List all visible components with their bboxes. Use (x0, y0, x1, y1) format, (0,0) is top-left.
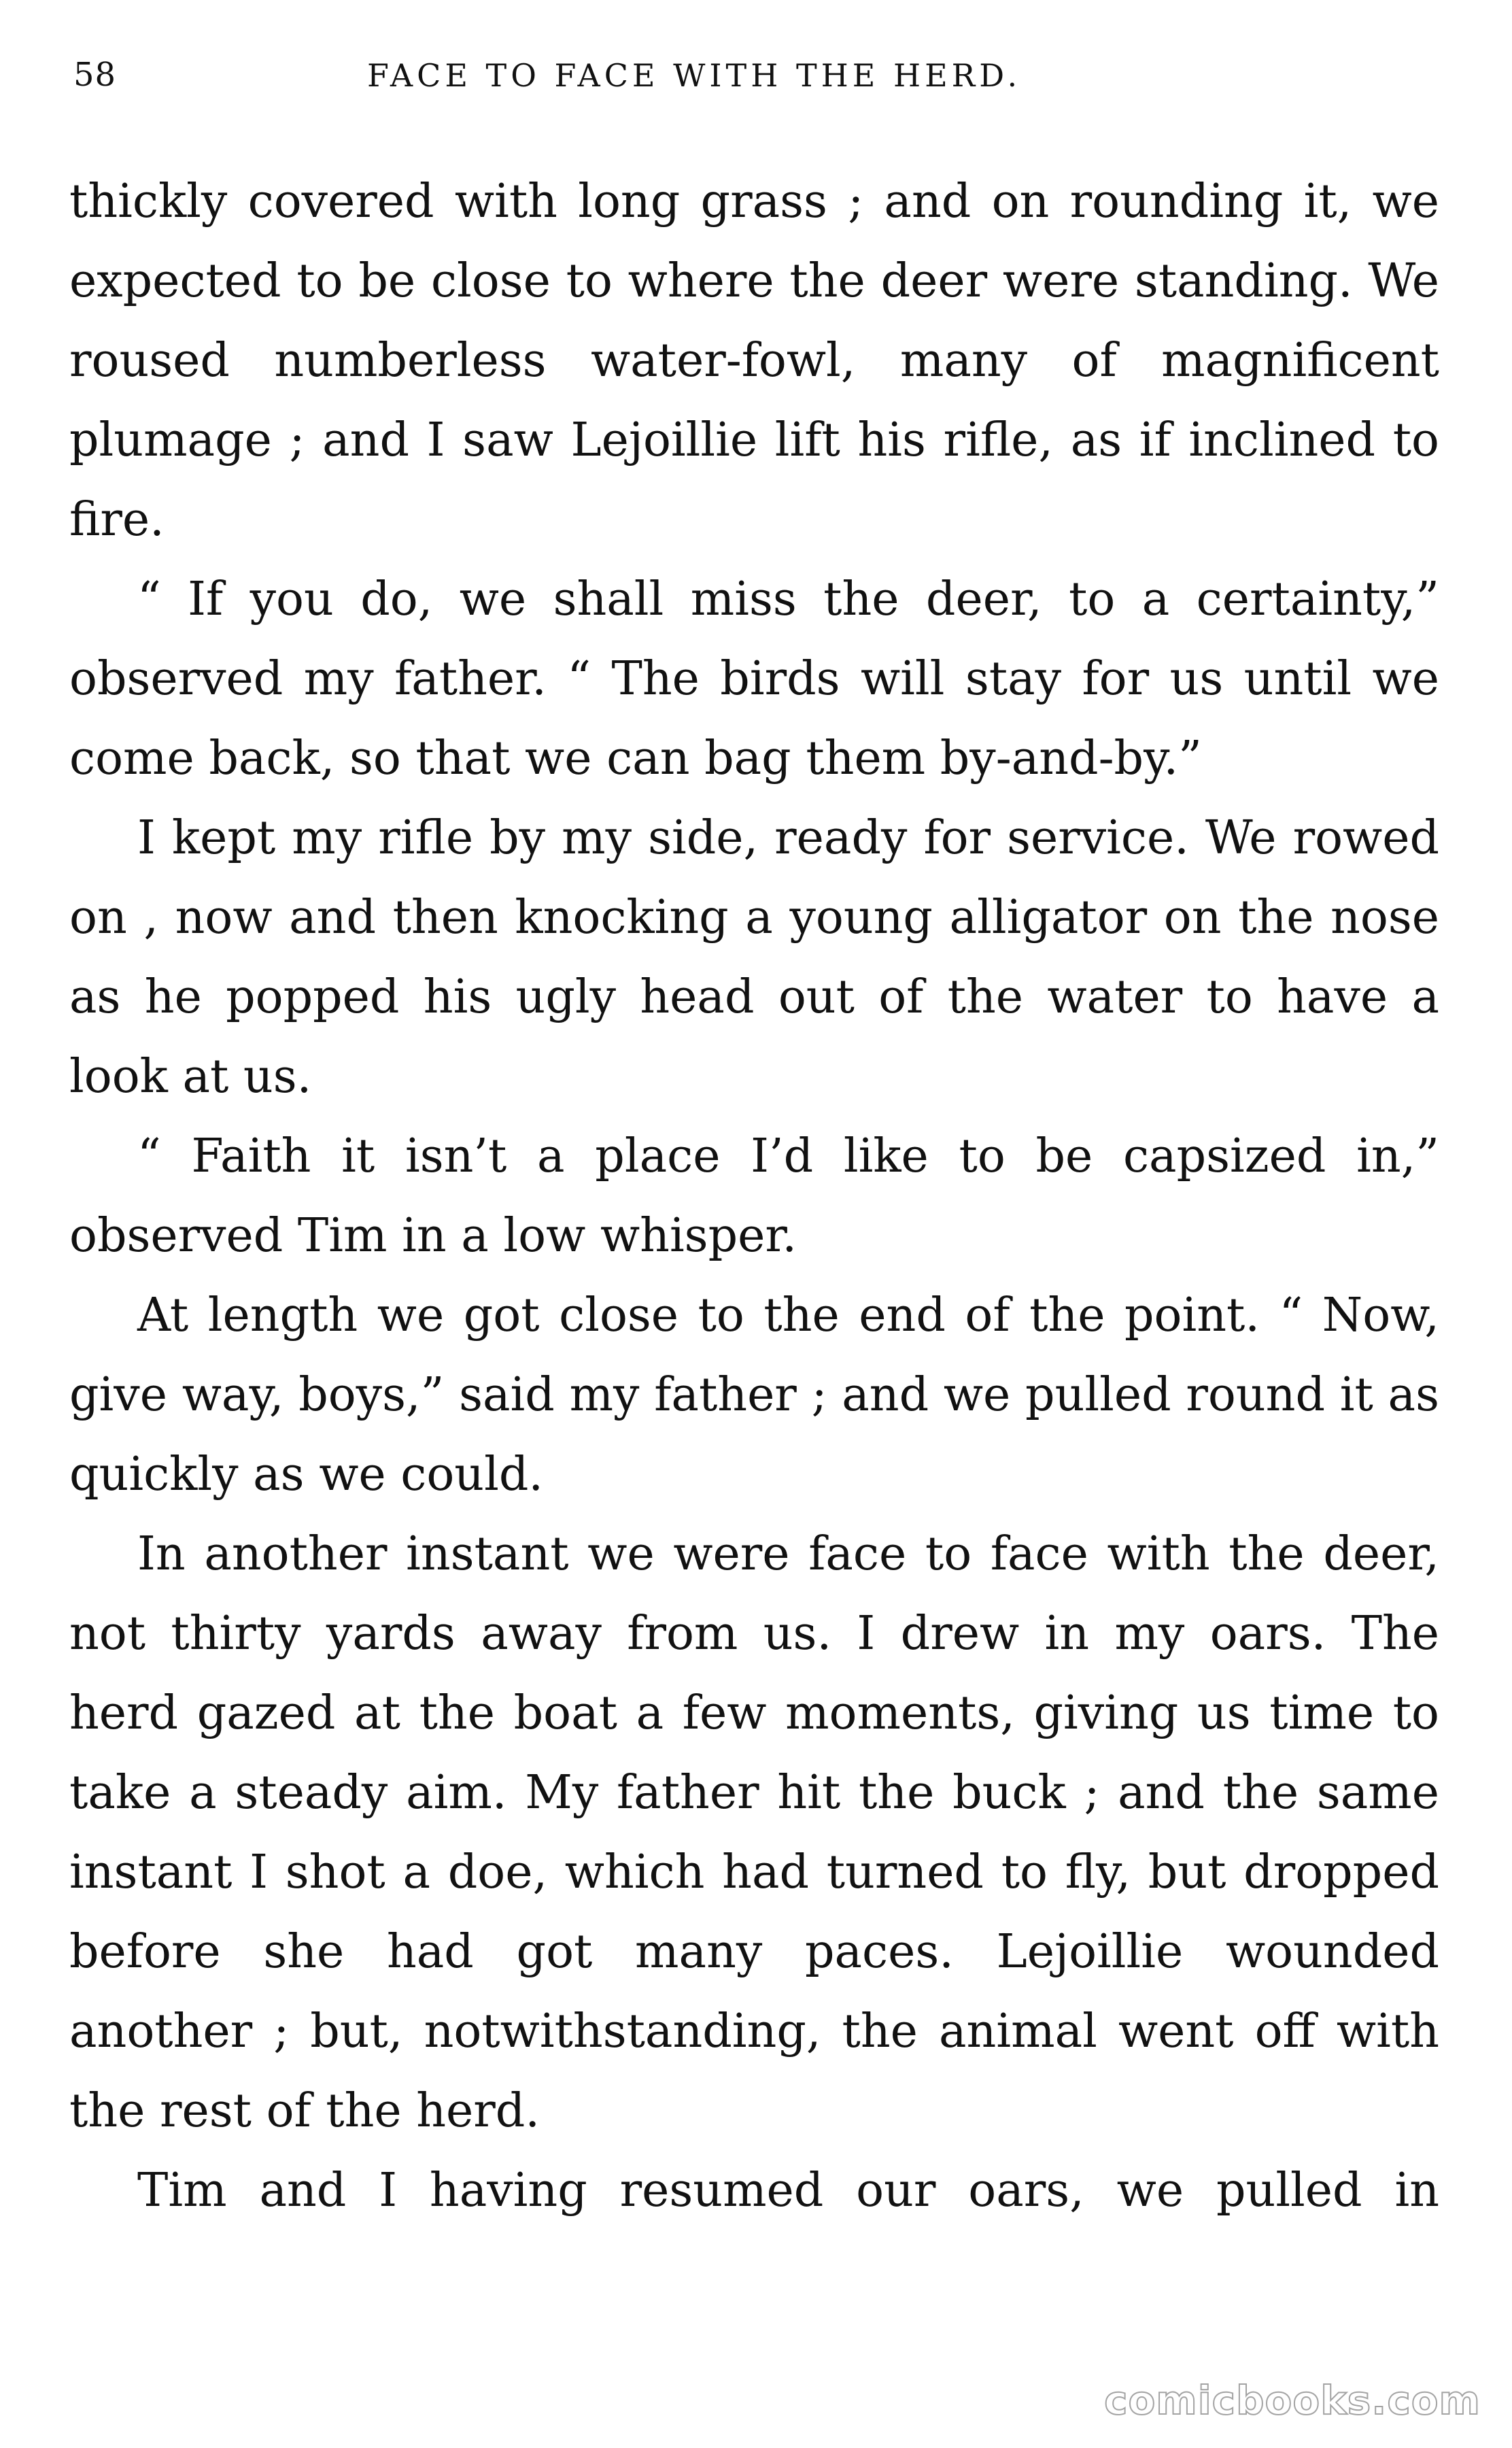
page-number: 58 (73, 56, 117, 94)
paragraph-1: thickly covered with long grass ; and on rounding it, we expected to be close to where the deer were standing. We roused numberless water-fowl, many of magnificent plumage ; and I saw Lejoillie lift his rifle, as if inclined to fire. (69, 175, 1439, 547)
paragraph-5: At length we got close to the end of the point. “ Now, give way, boys,” said my father ; and we pulled round it as quickly as we could. (69, 1289, 1439, 1501)
paragraph-6: In another instant we were face to face with the deer, not thirty yards away from us. I drew in my oars. The herd gazed at the boat a few moments, giving us time to take a steady aim. My father hit the buck ; and the same instant I shot a doe, which had turned to fly, but dropped before she had got many paces. Lejoillie wounded another ; but, notwithstanding, the animal went off with the rest of the herd. (69, 1527, 1439, 2138)
page-header (0, 56, 1512, 110)
paragraph-7: Tim and I having resumed our oars, we pulled in (137, 2164, 1439, 2217)
paragraph-4: “ Faith it isn’t a place I’d like to be capsized in,” observed Tim in a low whisper. (69, 1129, 1439, 1263)
running-head: FACE TO FACE WITH THE HERD. (367, 57, 1022, 94)
paragraph-2: “ If you do, we shall miss the deer, to a certainty,” observed my father. “ The birds will stay for us until we come back, so that we can bag them by-and-by.” (69, 573, 1439, 785)
watermark: comicbooks.com (1104, 2377, 1481, 2424)
paragraph-3: I kept my rifle by my side, ready for service. We rowed on , now and then knocking a young alligator on the nose as he popped his ugly head out of the water to have a look at us. (69, 811, 1439, 1104)
body-text (69, 162, 1439, 2230)
